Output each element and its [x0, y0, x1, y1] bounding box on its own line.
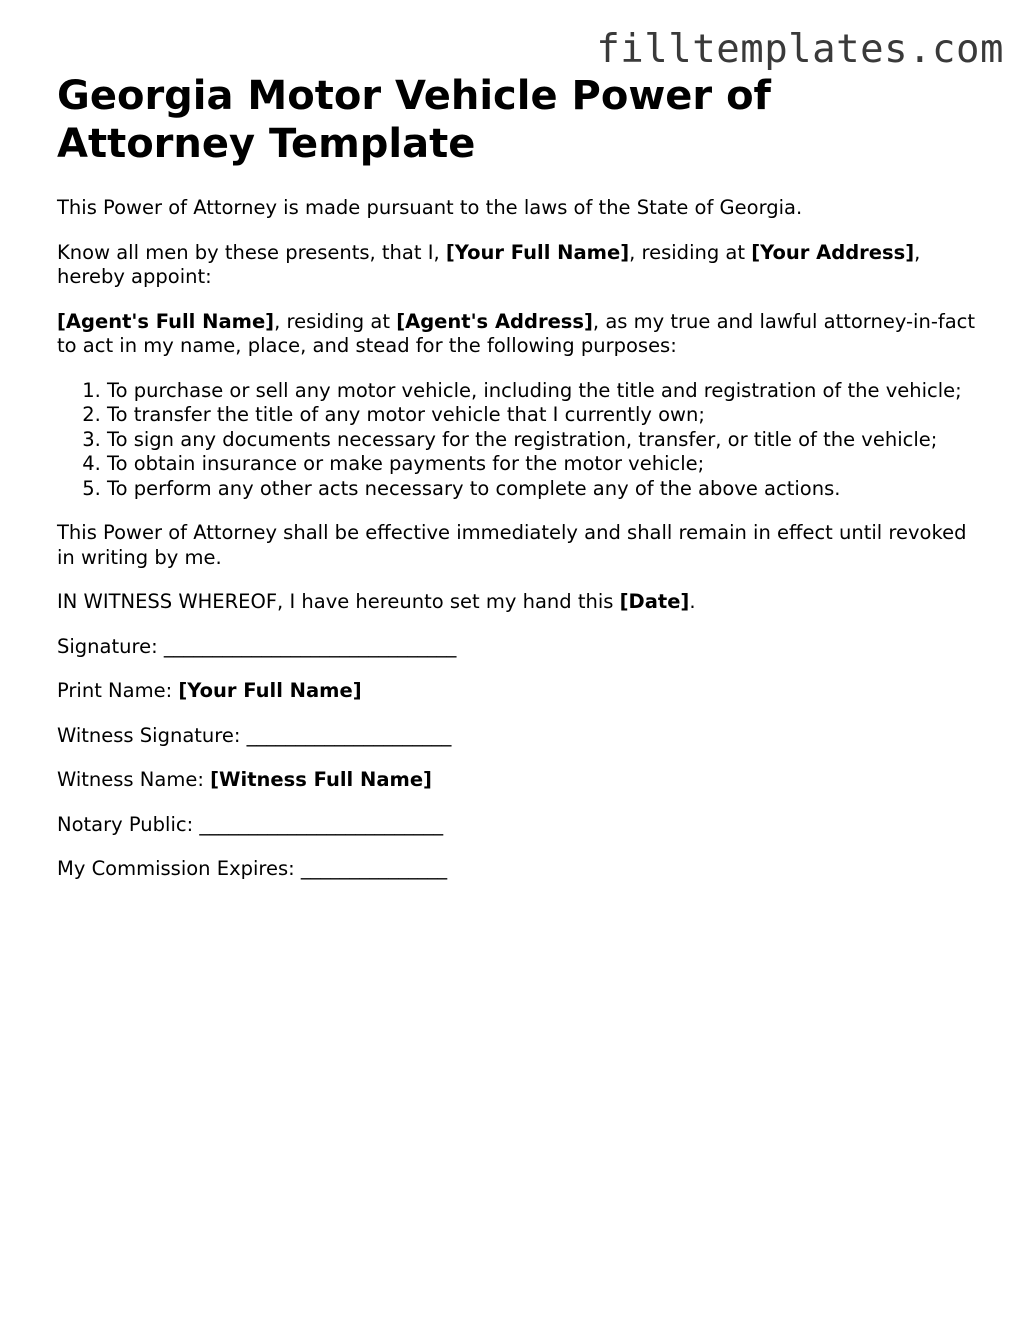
- intro-paragraph: This Power of Attorney is made pursuant to the laws of the State of Georgia.: [57, 196, 803, 219]
- agent-paragraph: [57, 310, 977, 359]
- witness-signature-row: [57, 724, 977, 749]
- witness-clause-text-1: IN WITNESS WHEREOF, I have hereunto set my hand this: [57, 590, 620, 613]
- commission-label: My Commission Expires:: [57, 857, 301, 880]
- signature-label: Signature:: [57, 634, 164, 658]
- purposes-list: [57, 379, 977, 502]
- list-item: 3. To sign any documents necessary for the registration, transfer, or title of the vehicle;: [107, 428, 977, 453]
- witness-signature-label: Witness Signature:: [57, 723, 247, 747]
- notary-row: [57, 813, 977, 838]
- commission-row: [57, 857, 977, 882]
- appointment-text-2: , residing at: [629, 240, 752, 264]
- witness-clause-text-2: .: [689, 590, 696, 613]
- list-item: 1. To purchase or sell any motor vehicle, including the title and registration of the vehicle;: [107, 379, 977, 404]
- notary-label: Notary Public:: [57, 812, 200, 836]
- appointment-text-1: Know all men by these presents, that I,: [57, 240, 446, 264]
- signature-row: [57, 635, 977, 660]
- list-item: 2. To transfer the title of any motor vehicle that I currently own;: [107, 403, 977, 428]
- print-name-row: [57, 679, 977, 704]
- list-item: 4. To obtain insurance or make payments for the motor vehicle;: [107, 452, 977, 477]
- print-name-placeholder: [Your Full Name]: [178, 679, 362, 702]
- appointment-paragraph: [57, 241, 977, 290]
- date-placeholder: [Date]: [619, 590, 690, 613]
- document-title: Georgia Motor Vehicle Power of Attorney Template: [57, 73, 771, 167]
- witness-name-row: [57, 768, 977, 793]
- signature-line: ______________________________: [163, 634, 457, 658]
- principal-name-placeholder: [Your Full Name]: [445, 240, 630, 264]
- commission-line: _______________: [300, 857, 448, 880]
- watermark-logo: filltemplates.com: [596, 27, 1004, 72]
- witness-signature-line: _____________________: [246, 723, 452, 747]
- list-item: 5. To perform any other acts necessary to complete any of the above actions.: [107, 477, 977, 502]
- witness-clause: [57, 590, 977, 615]
- print-name-label: Print Name:: [57, 679, 179, 702]
- effective-paragraph: This Power of Attorney shall be effective immediately and shall remain in effect until revoked in writing by me.: [57, 521, 967, 569]
- notary-line: _________________________: [199, 812, 444, 836]
- agent-name-placeholder: [Agent's Full Name]: [57, 309, 275, 333]
- principal-address-placeholder: [Your Address]: [751, 240, 915, 264]
- agent-address-placeholder: [Agent's Address]: [396, 309, 593, 333]
- witness-name-placeholder: [Witness Full Name]: [210, 768, 432, 791]
- agent-text-1: , residing at: [274, 309, 397, 333]
- appointment-text-3: , hereby appoint:: [57, 240, 921, 288]
- agent-text-2: , as my true and lawful attorney-in-fact to act in my name, place, and stead for the following purposes:: [57, 309, 976, 357]
- document-page: [57, 72, 977, 902]
- witness-name-label: Witness Name:: [57, 768, 211, 791]
